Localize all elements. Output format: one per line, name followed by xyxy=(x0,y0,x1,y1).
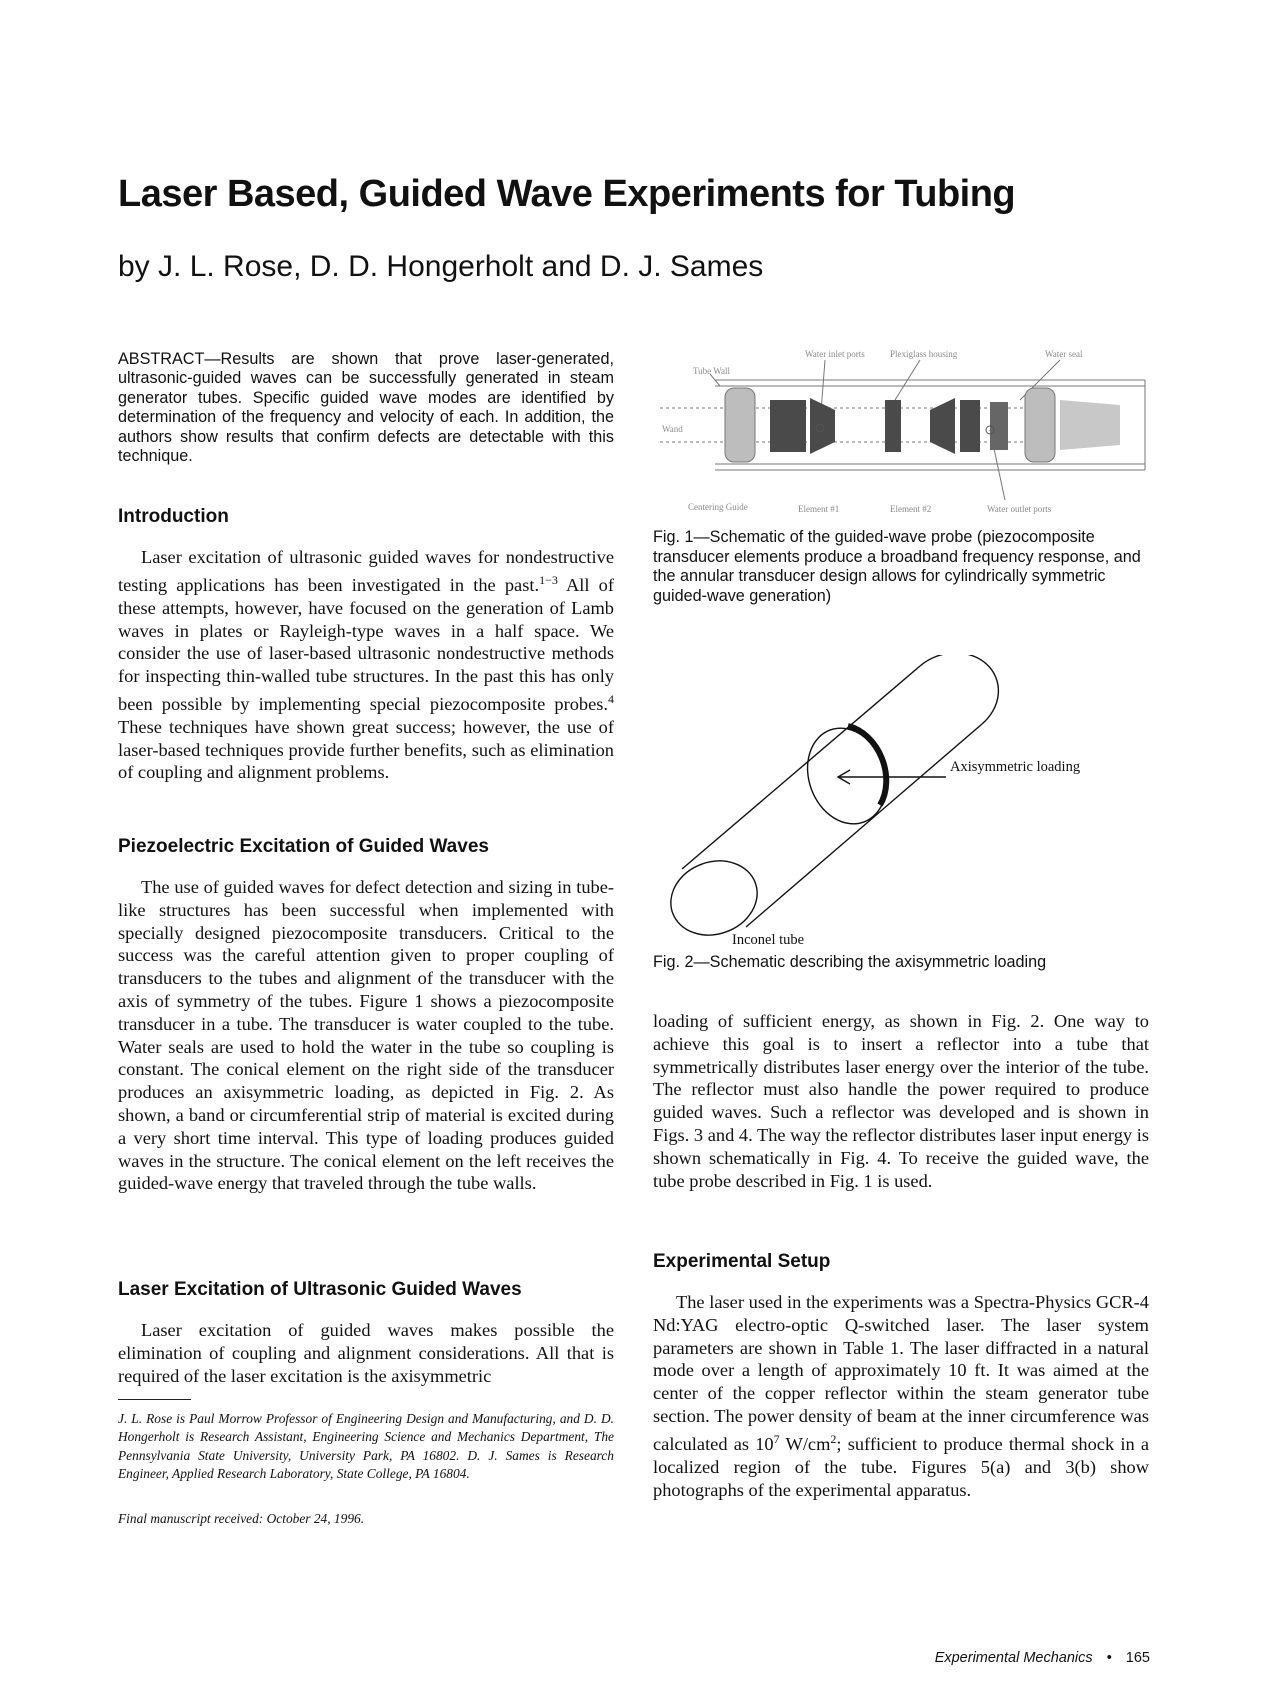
intro-paragraph: Laser excitation of ultrasonic guided waves for nondestructive testing applications has been investigated in the past.$^{1-3}$ All of these attempts, however, have focused on the generation of Lamb waves in plates or Rayleigh-type waves in a half space. We consider the use of laser-based ultrasonic nondestructive methods for inspecting thin-walled tube structures. In the past this has only been possible by implementing special piezocomposite probes.$^4$ These techniques have shown great success; however, the use of laser-based techniques provide further benefits, such as elimination of coupling and alignment problems. xyxy=(118,547,614,783)
laser-paragraph-continued: loading of sufficient energy, as shown in Fig. 2. One way to achieve this goal is to insert a reflector into a tube that symmetrically distributes laser energy over the interior of the tube. The reflector must also handle the power required to produce guided waves. Such a reflector was developed and is shown in Figs. 3 and 4. The way the reflector distributes laser input energy is shown schematically in Fig. 4. To receive the guided wave, the tube probe described in Fig. 1 is used. xyxy=(653,1011,1149,1191)
tube-outline-bottom xyxy=(746,724,982,927)
figure-2-axisymmetric-loading-schematic xyxy=(650,655,1170,955)
element-2-block xyxy=(960,400,980,452)
paper-title: Laser Based, Guided Wave Experiments for Tubing xyxy=(118,173,1016,215)
abstract: ABSTRACT—Results are shown that prove laser-generated, ultrasonic-guided waves can be successfully generated in steam generator tubes. Specific guided wave modes are identified by determination of the frequency and velocity of each. In addition, the authors show results that confirm defects are detectable with this technique. xyxy=(118,350,614,466)
water-seal-block xyxy=(990,402,1008,450)
label-water-outlet-ports: Water outlet ports xyxy=(987,504,1052,514)
wand-cone xyxy=(1060,400,1120,450)
exponent-superscript: 7 xyxy=(773,1431,780,1446)
citation-superscript: 4 xyxy=(608,691,614,706)
tube-far-end xyxy=(920,655,998,724)
label-element-2: Element #2 xyxy=(890,504,932,514)
label-wand: Wand xyxy=(662,424,683,434)
author-affiliations-footnote: J. L. Rose is Paul Morrow Professor of Engineering Design and Manufacturing, and D. D. Hongerholt is Research Assistant, Engineering Science and Mechanics Department, The Pennsylvania State University, University Park, PA 16802. D. J. Sames is Research Engineer, Applied Research Laboratory, State College, PA 16804. xyxy=(118,1411,614,1482)
centering-guide-left xyxy=(725,388,755,462)
heading-laser-excitation: Laser Excitation of Ultrasonic Guided Waves xyxy=(118,1279,522,1300)
conical-transmitter-right xyxy=(930,398,955,454)
page-footer xyxy=(935,1650,1150,1666)
piezo-paragraph: The use of guided waves for defect detection and sizing in tube-like structures has been successful when implemented with specially designed piezocomposite transducers. Critical to the success was the careful attention given to proper coupling of transducers to the tubes and alignment of the transducer with the axis of symmetry of the tubes. Figure 1 shows a piezocomposite transducer in a tube. The transducer is water coupled to the tube. Water seals are used to hold the water in the tube so coupling is constant. The conical element on the right side of the transducer produces an axisymmetric loading, as depicted in Fig. 2. As shown, a band or circumferential strip of material is excited during a very short time interval. This type of loading produces guided waves in the structure. The conical element on the left receives the guided-wave energy that traveled through the tube walls. xyxy=(118,877,614,1194)
setup-paragraph: The laser used in the experiments was a Spectra-Physics GCR-4 Nd:YAG electro-optic Q-switched laser. The laser system parameters are shown in Table 1. The laser diffracted in a natural mode over a length of approximately 10 ft. It was aimed at the center of the copper reflector within the steam generator tube section. The power density of beam at the inner circumference was calculated as $10^7$ $W/cm^2$; sufficient to produce thermal shock in a localized region of the tube. Figures 5(a) and 3(b) show photographs of the experimental apparatus. xyxy=(653,1292,1149,1500)
citation-superscript: 1−3 xyxy=(539,572,558,587)
label-plexiglass-housing: Plexiglass housing xyxy=(890,349,958,359)
label-water-inlet-ports: Water inlet ports xyxy=(805,349,865,359)
figure-1-probe-schematic xyxy=(650,340,1150,518)
heading-introduction: Introduction xyxy=(118,506,229,527)
label-inconel-tube: Inconel tube xyxy=(732,932,805,948)
heading-piezoelectric-excitation: Piezoelectric Excitation of Guided Waves xyxy=(118,836,489,857)
page-number: 165 xyxy=(1125,1650,1150,1666)
figure-2-caption: Fig. 2—Schematic describing the axisymmetric loading xyxy=(653,953,1047,971)
author-line: by J. L. Rose, D. D. Hongerholt and D. J. Sames xyxy=(118,250,764,283)
loading-band-shading xyxy=(848,726,886,805)
label-water-seal: Water seal xyxy=(1045,349,1083,359)
journal-name: Experimental Mechanics xyxy=(934,1650,1093,1666)
conical-receiver-left xyxy=(810,398,835,454)
label-tube-wall: Tube Wall xyxy=(693,366,731,376)
footer-bullet: • xyxy=(1106,1650,1112,1666)
figure-1-caption: Fig. 1—Schematic of the guided-wave probe (piezocomposite transducer elements produce a broadband frequency response, and the annular transducer design allows for cylindrically symmetric guided-wave generation) xyxy=(653,528,1141,605)
plexiglass-spacer xyxy=(885,400,901,452)
laser-paragraph-start: Laser excitation of guided waves makes possible the elimination of coupling and alignment considerations. All that is required of the laser excitation is the axisymmetric xyxy=(118,1320,614,1386)
label-element-1: Element #1 xyxy=(798,504,840,514)
manuscript-received-note: Final manuscript received: October 24, 1996. xyxy=(118,1511,365,1526)
centering-guide-right xyxy=(1025,388,1055,462)
label-centering-guide: Centering Guide xyxy=(688,502,748,512)
footnote-rule xyxy=(118,1399,191,1400)
heading-experimental-setup: Experimental Setup xyxy=(653,1251,831,1272)
exponent-superscript: 2 xyxy=(830,1431,837,1446)
label-axisymmetric-loading: Axisymmetric loading xyxy=(950,759,1081,775)
element-1-block xyxy=(770,400,806,452)
